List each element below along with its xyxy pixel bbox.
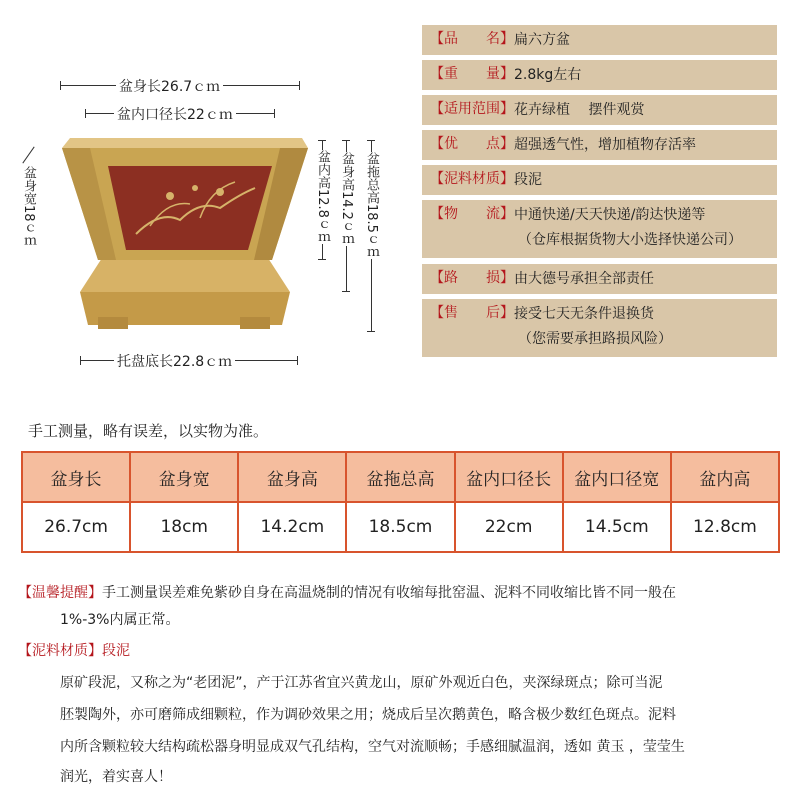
pot-length-tick-right [299, 81, 300, 90]
spec-value: 由大德号承担全部责任 [514, 271, 654, 287]
pot-width-line [22, 147, 34, 164]
table-cell: 12.8cm [671, 502, 779, 552]
spec-key: 【品 名】 [430, 31, 514, 47]
spec-key: 【泥料材质】 [430, 171, 514, 187]
measure-table [21, 451, 780, 553]
measure-note: 手工测量，略有误差，以实物为准。 [28, 422, 269, 440]
table-header-cell: 盆身宽 [130, 452, 238, 502]
inner-mouth-label: 盆内口径长22ｃｍ [114, 104, 236, 124]
table-header-row [22, 452, 779, 502]
spec-key: 【物 流】 [430, 206, 514, 222]
table-row [22, 502, 779, 552]
spec-value: 中通快递/天天快递/韵达快递等 [514, 207, 706, 223]
spec-key: 【重 量】 [430, 66, 514, 82]
spec-row-name [422, 25, 777, 55]
material-label: 【泥料材质】 [18, 643, 102, 659]
reminder-text-2: 1%-3%内属正常。 [60, 612, 180, 628]
table-header-cell: 盆内口径长 [455, 452, 563, 502]
reminder-paragraph [18, 580, 788, 606]
material-heading [18, 638, 130, 664]
spec-value: 段泥 [514, 172, 542, 188]
table-cell: 18cm [130, 502, 238, 552]
table-cell: 22cm [455, 502, 563, 552]
pot-width-label: 盆身宽18ｃｍ [21, 166, 36, 248]
table-cell: 14.5cm [563, 502, 671, 552]
spec-value: 2.8kg左右 [514, 67, 582, 83]
spec-key: 【路 损】 [430, 270, 514, 286]
spec-row-material [422, 165, 777, 195]
material-line: 胚製陶外，亦可磨筛成细颗粒，作为调砂效果之用；烧成后呈次鹅黄色，略含极少数红色斑点。泥料 [60, 707, 676, 723]
total-height-tick-top [367, 140, 375, 141]
table-cell: 26.7cm [22, 502, 130, 552]
spec-row-weight [422, 60, 777, 90]
spec-value: 超强透气性，增加植物存活率 [514, 137, 696, 153]
spec-row-usage [422, 95, 777, 125]
table-header-cell: 盆身长 [22, 452, 130, 502]
tray-length-tick-left [80, 356, 81, 365]
spec-row-advantage [422, 130, 777, 160]
spec-value-note: （仓库根据货物大小选择快递公司） [518, 232, 742, 248]
spec-row-aftersale [422, 299, 777, 357]
reminder-label: 【温馨提醒】 [18, 585, 102, 601]
pot-length-tick-left [60, 81, 61, 90]
inner-height-label: 盆内高12.8ｃｍ [315, 150, 330, 244]
spec-key: 【优 点】 [430, 136, 514, 152]
table-header-cell: 盆内口径宽 [563, 452, 671, 502]
table-cell: 14.2cm [238, 502, 346, 552]
material-line: 润光，着实喜人！ [60, 769, 172, 785]
inner-mouth-tick-left [85, 109, 86, 118]
inner-mouth-tick-right [274, 109, 275, 118]
material-value: 段泥 [102, 643, 130, 659]
spec-row-logistics [422, 200, 777, 258]
table-header-cell: 盆身高 [238, 452, 346, 502]
spec-key: 【售 后】 [430, 305, 514, 321]
spec-value: 扁六方盆 [514, 32, 570, 48]
pot-height-label: 盆身高14.2ｃｍ [339, 152, 354, 246]
spec-value: 花卉绿植 摆件观赏 [514, 102, 645, 118]
material-line: 原矿段泥，又称之为“老团泥”，产于江苏省宜兴黄龙山，原矿外观近白色，夹深绿斑点；除可当泥 [60, 675, 663, 691]
spec-value: 接受七天无条件退换货 [514, 306, 654, 322]
total-height-label: 盆拖总高18.5ｃｍ [364, 152, 379, 259]
total-height-tick-bottom [367, 331, 375, 332]
table-header-cell: 盆内高 [671, 452, 779, 502]
pot-length-label: 盆身长26.7ｃｍ [116, 76, 223, 96]
material-line: 内所含颗粒较大结构疏松器身明显成双气孔结构，空气对流顺畅；手感细腻温润，透如 黄玉 ，莹莹生 [60, 739, 685, 755]
pot-height-tick-top [342, 140, 350, 141]
hexagonal-pot-image [50, 130, 320, 335]
spec-key: 【适用范围】 [430, 101, 514, 117]
inner-height-tick-bottom [318, 259, 326, 260]
spec-value-note: （您需要承担路损风险） [518, 331, 672, 347]
table-cell: 18.5cm [346, 502, 454, 552]
pot-height-tick-bottom [342, 291, 350, 292]
reminder-text: 手工测量误差难免紫砂自身在高温烧制的情况有收缩每批窑温、泥料不同收缩比皆不同一般在 [102, 585, 676, 601]
inner-height-tick-top [318, 140, 326, 141]
tray-length-label: 托盘底长22.8ｃｍ [114, 351, 235, 371]
table-header-cell: 盆拖总高 [346, 452, 454, 502]
spec-row-damage [422, 264, 777, 294]
tray-length-tick-right [297, 356, 298, 365]
